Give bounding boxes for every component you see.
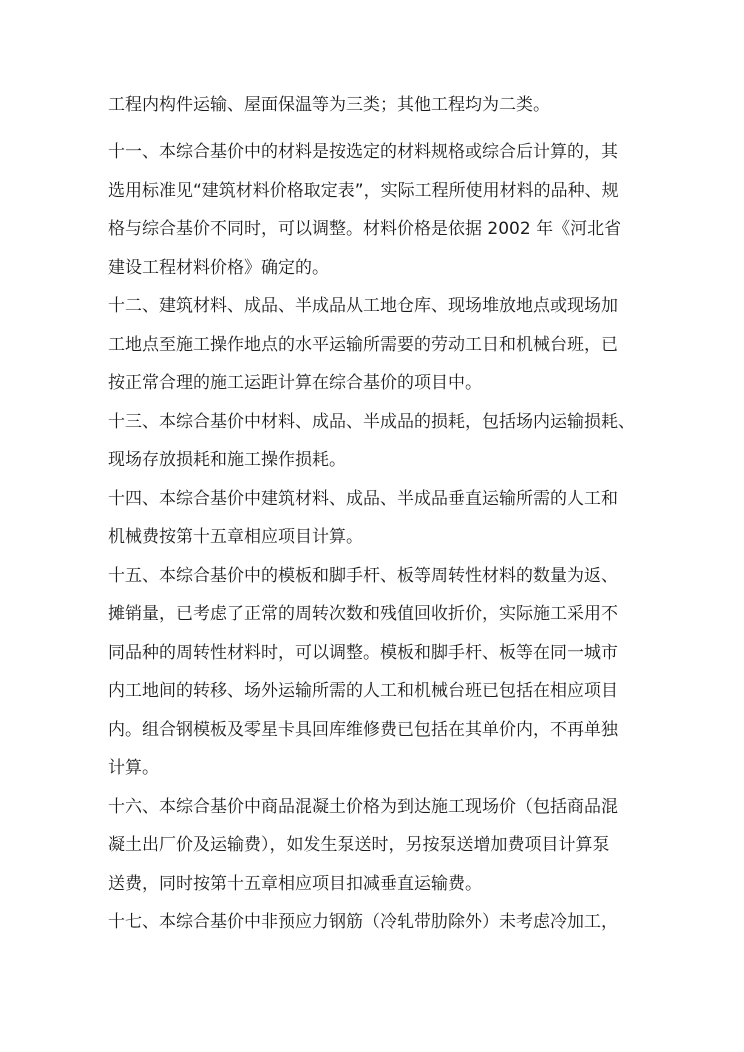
text-line: 十一、本综合基价中的材料是按选定的材料规格或综合后计算的，其 xyxy=(108,142,618,162)
text-line: 内。组合钢模板及零星卡具回库维修费已包括在其单价内，不再单独 xyxy=(108,720,618,740)
text-line: 按正常合理的施工运距计算在综合基价的项目中。 xyxy=(108,373,482,393)
text-line: 送费，同时按第十五章相应项目扣减垂直运输费。 xyxy=(108,874,482,894)
text-line: 计算。 xyxy=(108,758,159,778)
text-line: 同品种的周转性材料时，可以调整。模板和脚手杆、板等在同一城市 xyxy=(108,643,618,663)
text-line: 现场存放损耗和施工操作损耗。 xyxy=(108,450,346,470)
text-line: 十四、本综合基价中建筑材料、成品、半成品垂直运输所需的人工和 xyxy=(108,489,618,509)
text-line: 内工地间的转移、场外运输所需的人工和机械台班已包括在相应项目 xyxy=(108,681,618,701)
text-line: 摊销量，已考虑了正常的周转次数和残值回收折价，实际施工采用不 xyxy=(108,604,618,624)
text-line: 十三、本综合基价中材料、成品、半成品的损耗，包括场内运输损耗、 xyxy=(108,412,635,432)
text-line: 十二、建筑材料、成品、半成品从工地仓库、现场堆放地点或现场加 xyxy=(108,296,618,316)
text-line: 十六、本综合基价中商品混凝土价格为到达施工现场价（包括商品混 xyxy=(108,797,618,817)
text-line: 选用标准见“建筑材料价格取定表”，实际工程所使用材料的品种、规 xyxy=(108,181,619,201)
text-line: 建设工程材料价格》确定的。 xyxy=(108,258,329,278)
text-line: 凝土出厂价及运输费），如发生泵送时，另按泵送增加费项目计算泵 xyxy=(108,835,610,855)
text-line: 十七、本综合基价中非预应力钢筋（冷轧带肋除外）未考虑冷加工， xyxy=(108,912,618,932)
text-line: 格与综合基价不同时，可以调整。材料价格是依据 2002 年《河北省 xyxy=(108,219,622,239)
text-line: 工地点至施工操作地点的水平运输所需要的劳动工日和机械台班，已 xyxy=(108,335,618,355)
text-line: 十五、本综合基价中的模板和脚手杆、板等周转性材料的数量为返、 xyxy=(108,566,618,586)
text-line: 机械费按第十五章相应项目计算。 xyxy=(108,527,363,547)
text-line: 工程内构件运输、屋面保温等为三类；其他工程均为二类。 xyxy=(108,95,550,115)
